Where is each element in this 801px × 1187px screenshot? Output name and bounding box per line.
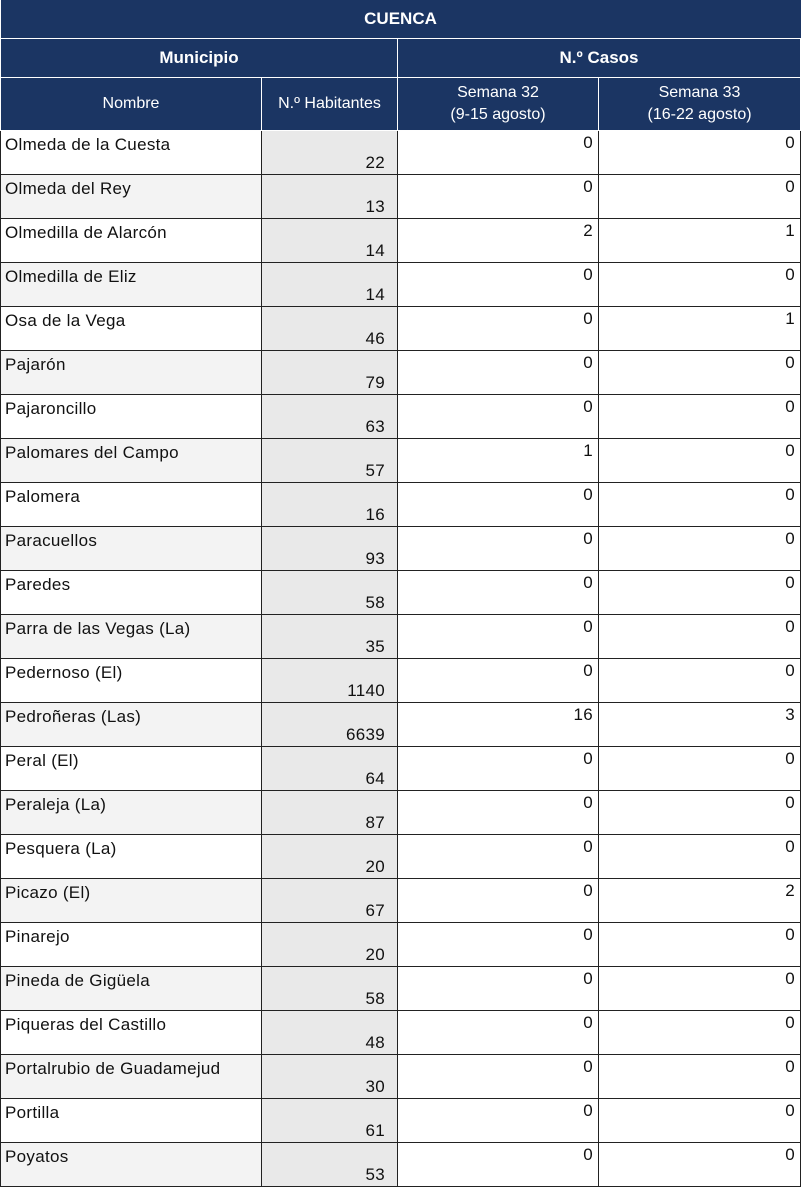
table-row xyxy=(1,395,801,439)
semana-33-cases-cell: 0 xyxy=(599,791,801,835)
habitantes-cell: 20 xyxy=(262,835,398,879)
table-row xyxy=(1,967,801,1011)
habitantes-cell: 64 xyxy=(262,747,398,791)
municipio-name-cell: Portalrubio de Guadamejud xyxy=(1,1055,262,1099)
semana-33-cases-cell: 0 xyxy=(599,835,801,879)
municipio-name-cell: Olmedilla de Eliz xyxy=(1,263,262,307)
table-row xyxy=(1,351,801,395)
municipio-name-cell: Palomares del Campo xyxy=(1,439,262,483)
table-row xyxy=(1,879,801,923)
table-row xyxy=(1,307,801,351)
semana-32-cases-cell: 0 xyxy=(398,747,599,791)
table-row xyxy=(1,1143,801,1187)
table-title: CUENCA xyxy=(1,0,801,39)
habitantes-cell: 93 xyxy=(262,527,398,571)
column-header-habitantes: N.º Habitantes xyxy=(262,78,398,131)
habitantes-cell: 53 xyxy=(262,1143,398,1187)
habitantes-cell: 13 xyxy=(262,175,398,219)
table-row xyxy=(1,791,801,835)
table-row xyxy=(1,131,801,175)
semana-33-cases-cell: 0 xyxy=(599,1055,801,1099)
municipio-name-cell: Olmedilla de Alarcón xyxy=(1,219,262,263)
semana-33-cases-cell: 0 xyxy=(599,131,801,175)
semana-32-cases-cell: 1 xyxy=(398,439,599,483)
semana-32-cases-cell: 0 xyxy=(398,307,599,351)
semana-32-cases-cell: 0 xyxy=(398,835,599,879)
semana-32-label: Semana 32 xyxy=(457,84,539,101)
habitantes-cell: 63 xyxy=(262,395,398,439)
table-row xyxy=(1,483,801,527)
semana-33-cases-cell: 0 xyxy=(599,923,801,967)
table-row xyxy=(1,1099,801,1143)
table-row xyxy=(1,1011,801,1055)
semana-33-cases-cell: 0 xyxy=(599,967,801,1011)
habitantes-cell: 58 xyxy=(262,571,398,615)
semana-32-cases-cell: 0 xyxy=(398,483,599,527)
semana-32-cases-cell: 0 xyxy=(398,571,599,615)
semana-33-cases-cell: 0 xyxy=(599,175,801,219)
column-header-semana-32 xyxy=(398,78,599,131)
habitantes-cell: 16 xyxy=(262,483,398,527)
semana-32-cases-cell: 2 xyxy=(398,219,599,263)
municipio-name-cell: Paredes xyxy=(1,571,262,615)
table-row xyxy=(1,263,801,307)
group-header-casos: N.º Casos xyxy=(398,39,801,78)
semana-32-cases-cell: 0 xyxy=(398,879,599,923)
semana-32-cases-cell: 0 xyxy=(398,967,599,1011)
municipio-name-cell: Osa de la Vega xyxy=(1,307,262,351)
semana-33-cases-cell: 0 xyxy=(599,571,801,615)
semana-33-cases-cell: 1 xyxy=(599,219,801,263)
habitantes-cell: 14 xyxy=(262,219,398,263)
municipio-name-cell: Pinarejo xyxy=(1,923,262,967)
semana-33-cases-cell: 0 xyxy=(599,1099,801,1143)
semana-33-cases-cell: 1 xyxy=(599,307,801,351)
habitantes-cell: 61 xyxy=(262,1099,398,1143)
habitantes-cell: 46 xyxy=(262,307,398,351)
semana-32-cases-cell: 0 xyxy=(398,1055,599,1099)
municipio-name-cell: Pajarón xyxy=(1,351,262,395)
municipio-name-cell: Peraleja (La) xyxy=(1,791,262,835)
municipio-name-cell: Pedroñeras (Las) xyxy=(1,703,262,747)
municipio-name-cell: Parra de las Vegas (La) xyxy=(1,615,262,659)
habitantes-cell: 58 xyxy=(262,967,398,1011)
semana-32-cases-cell: 0 xyxy=(398,175,599,219)
semana-33-cases-cell: 0 xyxy=(599,615,801,659)
municipio-name-cell: Paracuellos xyxy=(1,527,262,571)
habitantes-cell: 48 xyxy=(262,1011,398,1055)
municipio-name-cell: Pajaroncillo xyxy=(1,395,262,439)
semana-32-cases-cell: 0 xyxy=(398,659,599,703)
semana-32-cases-cell: 16 xyxy=(398,703,599,747)
table-header xyxy=(1,0,801,131)
habitantes-cell: 35 xyxy=(262,615,398,659)
table-row xyxy=(1,615,801,659)
semana-32-dates: (9-15 agosto) xyxy=(450,106,546,123)
semana-32-cases-cell: 0 xyxy=(398,263,599,307)
semana-33-cases-cell: 0 xyxy=(599,1143,801,1187)
semana-32-cases-cell: 0 xyxy=(398,351,599,395)
habitantes-cell: 57 xyxy=(262,439,398,483)
table-row xyxy=(1,659,801,703)
column-header-nombre: Nombre xyxy=(1,78,262,131)
municipio-name-cell: Peral (El) xyxy=(1,747,262,791)
table-row xyxy=(1,571,801,615)
habitantes-cell: 79 xyxy=(262,351,398,395)
group-header-municipio: Municipio xyxy=(1,39,398,78)
semana-33-dates: (16-22 agosto) xyxy=(647,106,752,123)
table-row xyxy=(1,439,801,483)
table-row xyxy=(1,175,801,219)
municipio-name-cell: Picazo (El) xyxy=(1,879,262,923)
table-row xyxy=(1,923,801,967)
habitantes-cell: 67 xyxy=(262,879,398,923)
semana-32-cases-cell: 0 xyxy=(398,1143,599,1187)
semana-33-cases-cell: 0 xyxy=(599,439,801,483)
semana-33-cases-cell: 0 xyxy=(599,263,801,307)
semana-32-cases-cell: 0 xyxy=(398,527,599,571)
municipio-name-cell: Piqueras del Castillo xyxy=(1,1011,262,1055)
semana-33-cases-cell: 0 xyxy=(599,527,801,571)
municipio-name-cell: Pineda de Gigüela xyxy=(1,967,262,1011)
habitantes-cell: 14 xyxy=(262,263,398,307)
semana-33-cases-cell: 0 xyxy=(599,395,801,439)
municipio-name-cell: Pesquera (La) xyxy=(1,835,262,879)
table-row xyxy=(1,1055,801,1099)
semana-32-cases-cell: 0 xyxy=(398,395,599,439)
municipio-name-cell: Palomera xyxy=(1,483,262,527)
semana-32-cases-cell: 0 xyxy=(398,615,599,659)
municipio-name-cell: Portilla xyxy=(1,1099,262,1143)
column-header-semana-33 xyxy=(599,78,801,131)
semana-32-cases-cell: 0 xyxy=(398,791,599,835)
table-body xyxy=(1,131,801,1187)
habitantes-cell: 20 xyxy=(262,923,398,967)
semana-33-cases-cell: 0 xyxy=(599,659,801,703)
table-row xyxy=(1,835,801,879)
semana-33-cases-cell: 3 xyxy=(599,703,801,747)
semana-32-cases-cell: 0 xyxy=(398,1099,599,1143)
semana-33-label: Semana 33 xyxy=(658,84,741,101)
habitantes-cell: 6639 xyxy=(262,703,398,747)
table-row xyxy=(1,703,801,747)
table-row xyxy=(1,747,801,791)
municipio-name-cell: Pedernoso (El) xyxy=(1,659,262,703)
semana-33-cases-cell: 2 xyxy=(599,879,801,923)
semana-32-cases-cell: 0 xyxy=(398,131,599,175)
table-row xyxy=(1,219,801,263)
habitantes-cell: 30 xyxy=(262,1055,398,1099)
municipio-name-cell: Poyatos xyxy=(1,1143,262,1187)
habitantes-cell: 22 xyxy=(262,131,398,175)
semana-32-cases-cell: 0 xyxy=(398,923,599,967)
semana-33-cases-cell: 0 xyxy=(599,351,801,395)
habitantes-cell: 87 xyxy=(262,791,398,835)
habitantes-cell: 1140 xyxy=(262,659,398,703)
municipio-name-cell: Olmeda del Rey xyxy=(1,175,262,219)
table-row xyxy=(1,527,801,571)
semana-32-cases-cell: 0 xyxy=(398,1011,599,1055)
municipio-name-cell: Olmeda de la Cuesta xyxy=(1,131,262,175)
semana-33-cases-cell: 0 xyxy=(599,747,801,791)
semana-33-cases-cell: 0 xyxy=(599,483,801,527)
semana-33-cases-cell: 0 xyxy=(599,1011,801,1055)
